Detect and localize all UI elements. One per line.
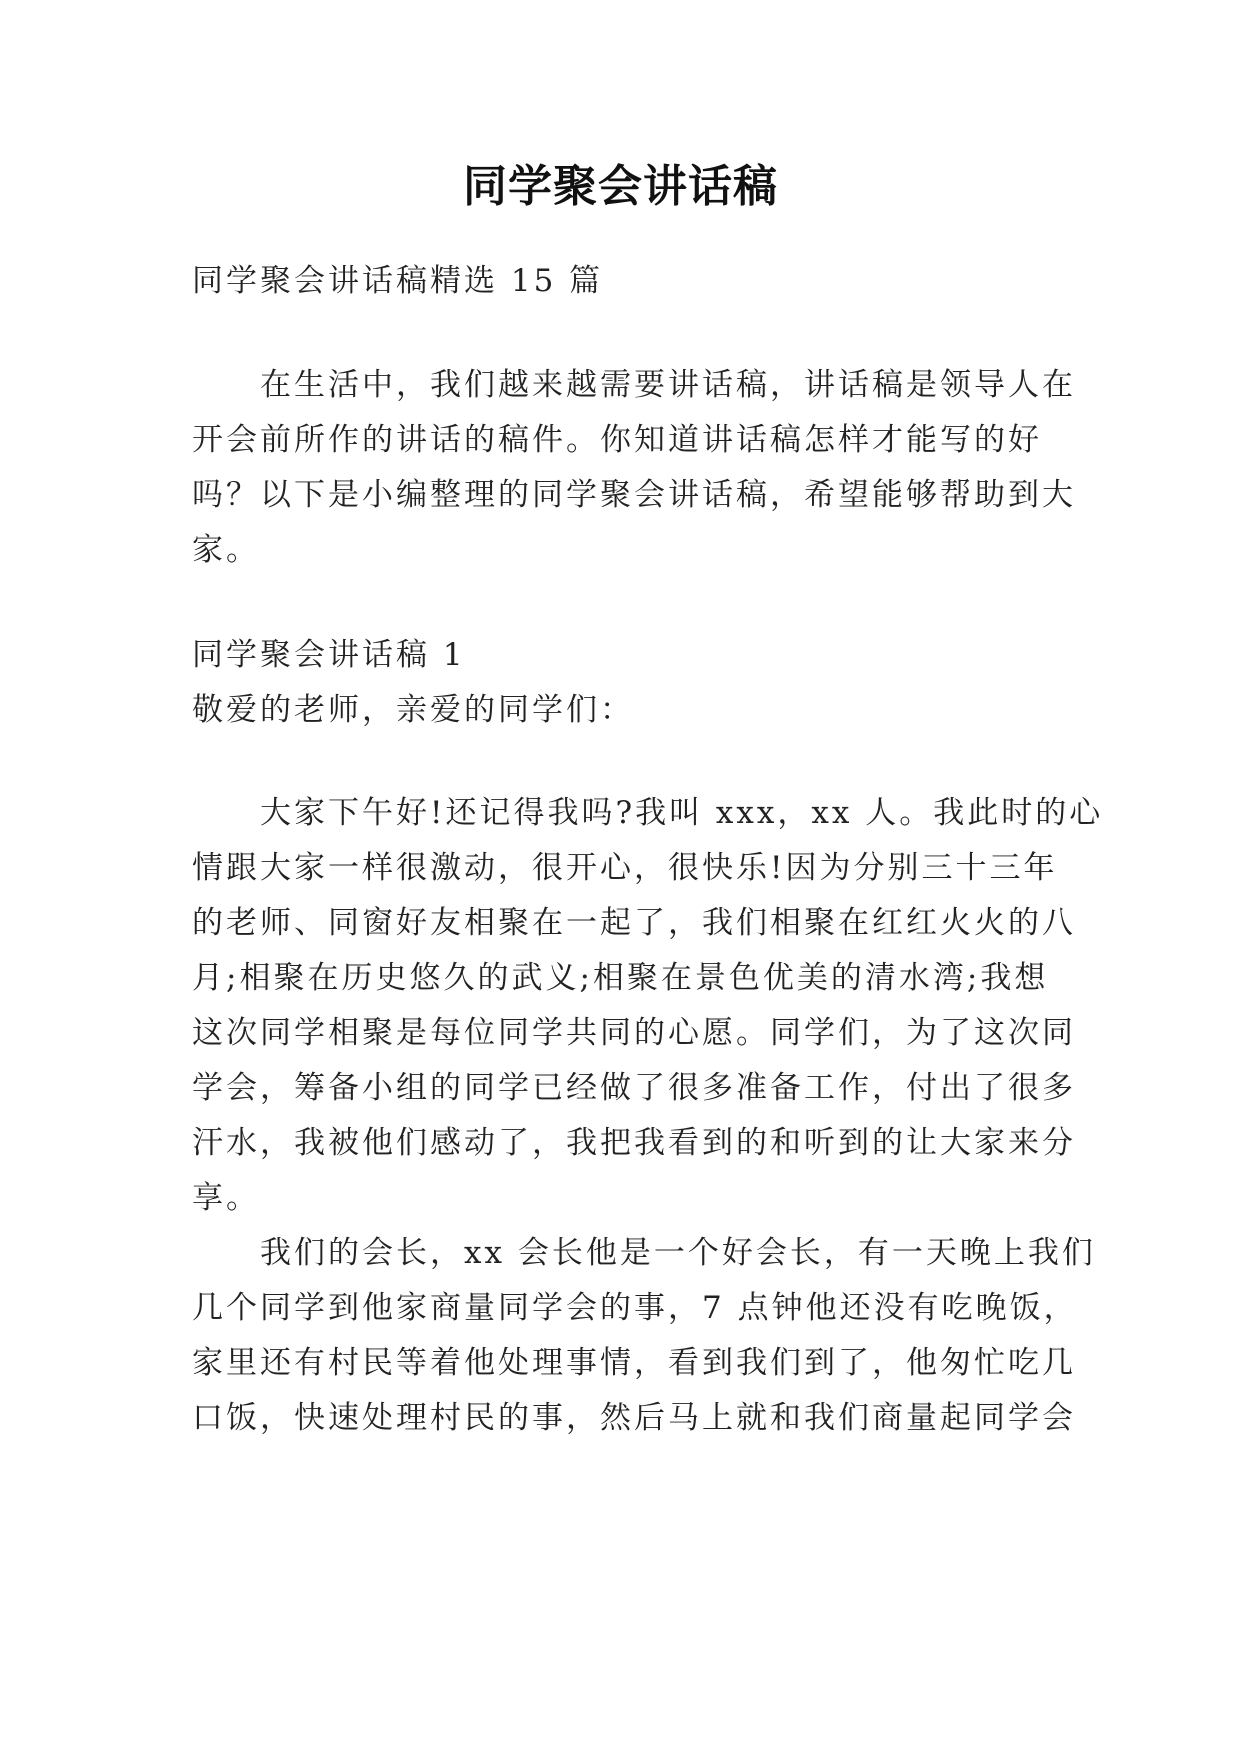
intro-line: 在生活中，我们越来越需要讲话稿，讲话稿是领导人在 — [192, 367, 1076, 403]
salutation: 敬爱的老师，亲爱的同学们： — [192, 692, 634, 728]
body-line: 情跟大家一样很激动，很开心，很快乐!因为分别三十三年 — [192, 850, 1058, 886]
body-line: 学会，筹备小组的同学已经做了很多准备工作，付出了很多 — [192, 1070, 1076, 1106]
subtitle: 同学聚会讲话稿精选 15 篇 — [192, 263, 604, 299]
document-title: 同学聚会讲话稿 — [463, 161, 778, 212]
body-line: 我们的会长，xx 会长他是一个好会长，有一天晚上我们 — [192, 1235, 1096, 1271]
body-line: 这次同学相聚是每位同学共同的心愿。同学们，为了这次同 — [192, 1015, 1076, 1051]
intro-line: 家。 — [192, 532, 260, 568]
body-line: 的老师、同窗好友相聚在一起了，我们相聚在红红火火的八 — [192, 905, 1076, 941]
body-line: 汗水，我被他们感动了，我把我看到的和听到的让大家来分 — [192, 1125, 1076, 1161]
body-line: 享。 — [192, 1180, 260, 1216]
body-line: 几个同学到他家商量同学会的事，7 点钟他还没有吃晚饭， — [192, 1290, 1078, 1326]
body-line: 家里还有村民等着他处理事情，看到我们到了，他匆忙吃几 — [192, 1345, 1076, 1381]
body-line: 大家下午好!还记得我吗?我叫 xxx，xx 人。我此时的心 — [192, 795, 1104, 831]
intro-line: 吗？以下是小编整理的同学聚会讲话稿，希望能够帮助到大 — [192, 477, 1076, 513]
section-heading: 同学聚会讲话稿 1 — [192, 637, 466, 673]
body-line: 月;相聚在历史悠久的武义;相聚在景色优美的清水湾;我想 — [192, 960, 1049, 996]
intro-line: 开会前所作的讲话的稿件。你知道讲话稿怎样才能写的好 — [192, 422, 1042, 458]
body-line: 口饭，快速处理村民的事，然后马上就和我们商量起同学会 — [192, 1400, 1076, 1436]
